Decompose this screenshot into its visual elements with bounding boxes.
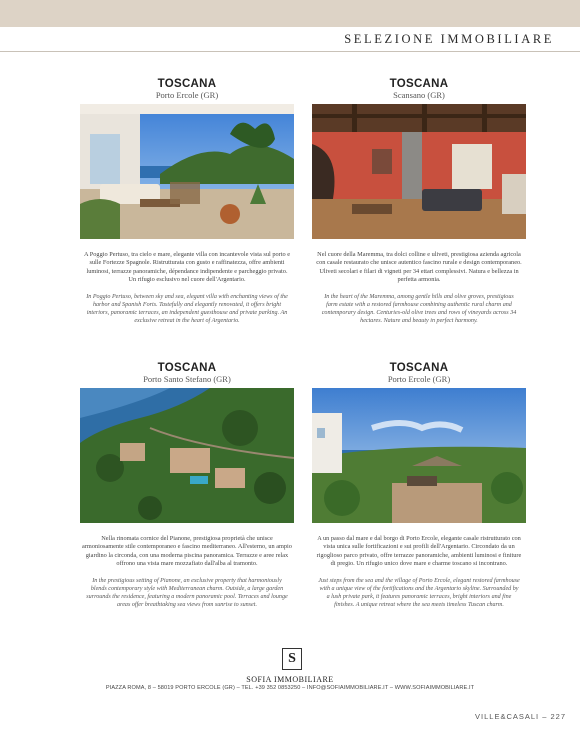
aerial-villa-photo bbox=[80, 388, 294, 523]
listing-description-italian: Nel cuore della Maremma, tra dolci colline e uliveti, prestigiosa azienda agricola con casale restaurato che unisce autentico fascino rurale e design contemporaneo. Uliveti secolari e filari di vigneti per 34 ettari complessivi. Natura e bellezza in perfetta armonia. bbox=[316, 251, 522, 284]
listing-description-italian: A un passo dal mare e dal borgo di Porto Ercole, elegante casale ristrutturato con vista unica sulle fortificazioni e sui profili dell'Argentario. Circondato da un rigoglioso parco privato, offre terrazze panoramiche, ambienti luminosi e finiture di pregio. Un rifugio unico dove mare e charme toscano si incontrano. bbox=[316, 535, 522, 568]
page-number-label: VILLE&CASALI – 227 bbox=[475, 712, 566, 721]
listing-region: TOSCANA bbox=[389, 362, 449, 374]
garden-terrace-photo bbox=[312, 388, 526, 523]
listing-card bbox=[312, 78, 526, 325]
listing-description-english: In the heart of the Maremma, among gentle hills and olive groves, prestigious farm estate with a restored farmhouse combining authentic rural charm and contemporary design. Centuries-old olive trees and rows of vineyards across 34 hectares. Nature and beauty in perfect harmony. bbox=[321, 293, 517, 325]
brand-name: SOFIA IMMOBILIARE bbox=[246, 675, 334, 684]
brand-contact-line: PIAZZA ROMA, 8 – 58019 PORTO ERCOLE (GR) – TEL. +39 352 0853250 – INFO@SOFIAIMMOBILIARE.IT – WWW.SOFIAIMMOBILIARE.IT bbox=[105, 685, 475, 691]
listing-place: Scansano (GR) bbox=[393, 90, 445, 100]
listing-description-italian: A Poggio Pertuso, tra cielo e mare, elegante villa con incantevole vista sul porto e sulle Fortezze Spagnole. Ristrutturata con gusto e raffinatezza, offre ambienti luminosi, terrazze panoramiche, dépendance indipendente e parcheggio privato. Un rifugio esclusivo nel cuore dell'Argentario. bbox=[84, 251, 290, 284]
terrace-sea-view-photo bbox=[80, 104, 294, 239]
listing-description-english: In the prestigious setting of Pianone, an exclusive property that harmoniously blends contemporary style with Mediterranean charm. Outside, a large garden surrounds the residence, featuring a modern panoramic pool. Terraces and lounge areas offer breathtaking sea views from sunrise to sunset. bbox=[86, 577, 288, 609]
listing-place: Porto Ercole (GR) bbox=[387, 374, 451, 384]
listing-region: TOSCANA bbox=[389, 78, 449, 90]
listing-place: Porto Ercole (GR) bbox=[155, 90, 219, 100]
listing-card bbox=[80, 78, 294, 325]
top-color-band bbox=[0, 0, 580, 27]
section-title: SELEZIONE IMMOBILIARE bbox=[344, 32, 554, 46]
listing-card bbox=[312, 362, 526, 609]
listing-description-italian: Nella rinomata cornice del Pianone, prestigiosa proprietà che unisce armoniosamente stile contemporaneo e fascino mediterraneo. All'esterno, un ampio giardino la circonda, con una moderna piscina panoramica. Terrazze e aree relax offrono una vista mare mozzafiato dall'alba al tramonto. bbox=[82, 535, 292, 568]
listing-description-english: Just steps from the sea and the village of Porto Ercole, elegant restored farmhouse with a unique view of the fortifications and the Argentario skyline. Surrounded by a lush private park, it features panoramic terraces, bright interiors and fine finishes. A unique retreat where the sea meets timeless Tuscan charm. bbox=[318, 577, 520, 609]
listing-region: TOSCANA bbox=[157, 78, 217, 90]
header-divider bbox=[0, 51, 580, 52]
listing-card bbox=[80, 362, 294, 609]
rustic-living-room-photo bbox=[312, 104, 526, 239]
listing-place: Porto Santo Stefano (GR) bbox=[143, 374, 231, 384]
listing-region: TOSCANA bbox=[157, 362, 217, 374]
brand-logo-icon: S bbox=[282, 648, 302, 670]
listing-description-english: In Poggio Pertuso, between sky and sea, elegant villa with enchanting views of the harbor and Spanish Forts. Tastefully and elegantly renovated, it offers bright interiors, panoramic terraces, an independent guesthouse and private parking. An exclusive retreat in the heart of Argentario. bbox=[86, 293, 288, 325]
